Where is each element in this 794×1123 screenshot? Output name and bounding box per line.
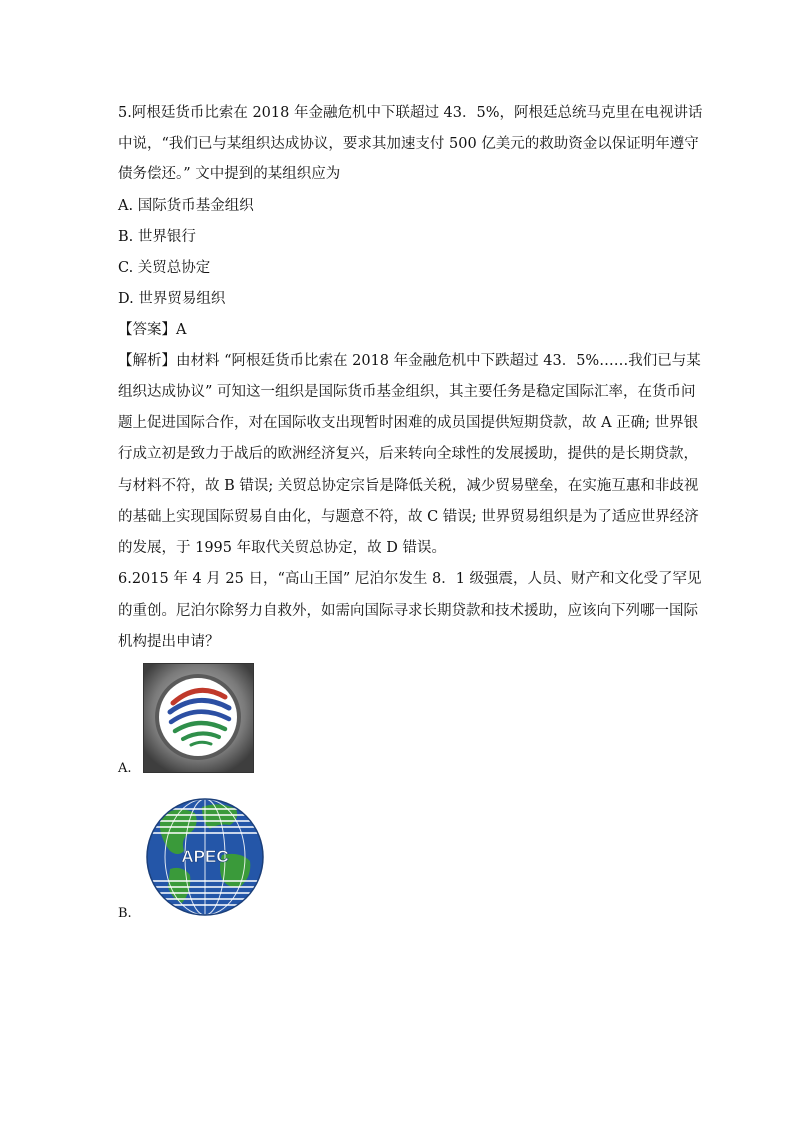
- q5-option-b: B. 世界银行: [118, 229, 196, 245]
- q6-stem-line-1: 6.2015 年 4 月 25 日，“高山王国” 尼泊尔发生 8．1 级强震，人员、财产和文化受了罕见: [118, 571, 702, 587]
- q6-option-b-label: B.: [118, 906, 132, 921]
- q5-option-a: A. 国际货币基金组织: [118, 198, 254, 214]
- q5-answer: 【答案】A: [118, 322, 187, 338]
- q5-option-d: D. 世界贸易组织: [118, 291, 226, 307]
- q5-analysis-line-3: 题上促进国际合作，对在国际收支出现暂时困难的成员国提供短期贷款，故 A 正确; 世界银: [118, 415, 699, 431]
- q5-option-c: C. 关贸总协定: [118, 260, 211, 276]
- q5-analysis-line-7: 的发展，于 1995 年取代关贸总协定，故 D 错误。: [118, 540, 446, 556]
- q6-stem-line-3: 机构提出申请？: [118, 634, 220, 650]
- q5-stem-line-3: 债务偿还。” 文中提到的某组织应为: [118, 166, 341, 182]
- q5-analysis-line-6: 的基础上实现国际贸易自由化，与题意不符，故 C 错误; 世界贸易组织是为了适应世界经济: [118, 509, 699, 525]
- q5-analysis-line-5: 与材料不符，故 B 错误; 关贸总协定宗旨是降低关税，减少贸易壁垒，在实施互惠和非歧视: [118, 478, 699, 494]
- q6-option-a-label: A.: [118, 761, 132, 776]
- q5-analysis-line-2: 组织达成协议” 可知这一组织是国际货币基金组织，其主要任务是稳定国际汇率，在货币问: [118, 384, 696, 400]
- wto-logo-icon: [143, 663, 254, 773]
- apec-logo-text: APEC: [181, 847, 229, 866]
- q5-stem-line-2: 中说，“我们已与某组织达成协议，要求其加速支付 500 亿美元的救助资金以保证明年遵守: [118, 136, 699, 152]
- q5-analysis-line-4: 行成立初是致力于战后的欧洲经济复兴，后来转向全球性的发展援助，提供的是长期贷款，: [118, 446, 698, 462]
- q5-analysis-line-1: 【解析】由材料 “阿根廷货币比索在 2018 年金融危机中下跌超过 43．5%……我们已与某: [118, 353, 701, 369]
- q6-stem-line-2: 的重创。尼泊尔除努力自救外，如需向国际寻求长期贷款和技术援助，应该向下列哪一国际: [118, 603, 698, 619]
- apec-logo-icon: [140, 795, 270, 919]
- q5-stem-line-1: 5.阿根廷货币比索在 2018 年金融危机中下联超过 43．5%，阿根廷总统马克里在电视讲话: [118, 105, 703, 121]
